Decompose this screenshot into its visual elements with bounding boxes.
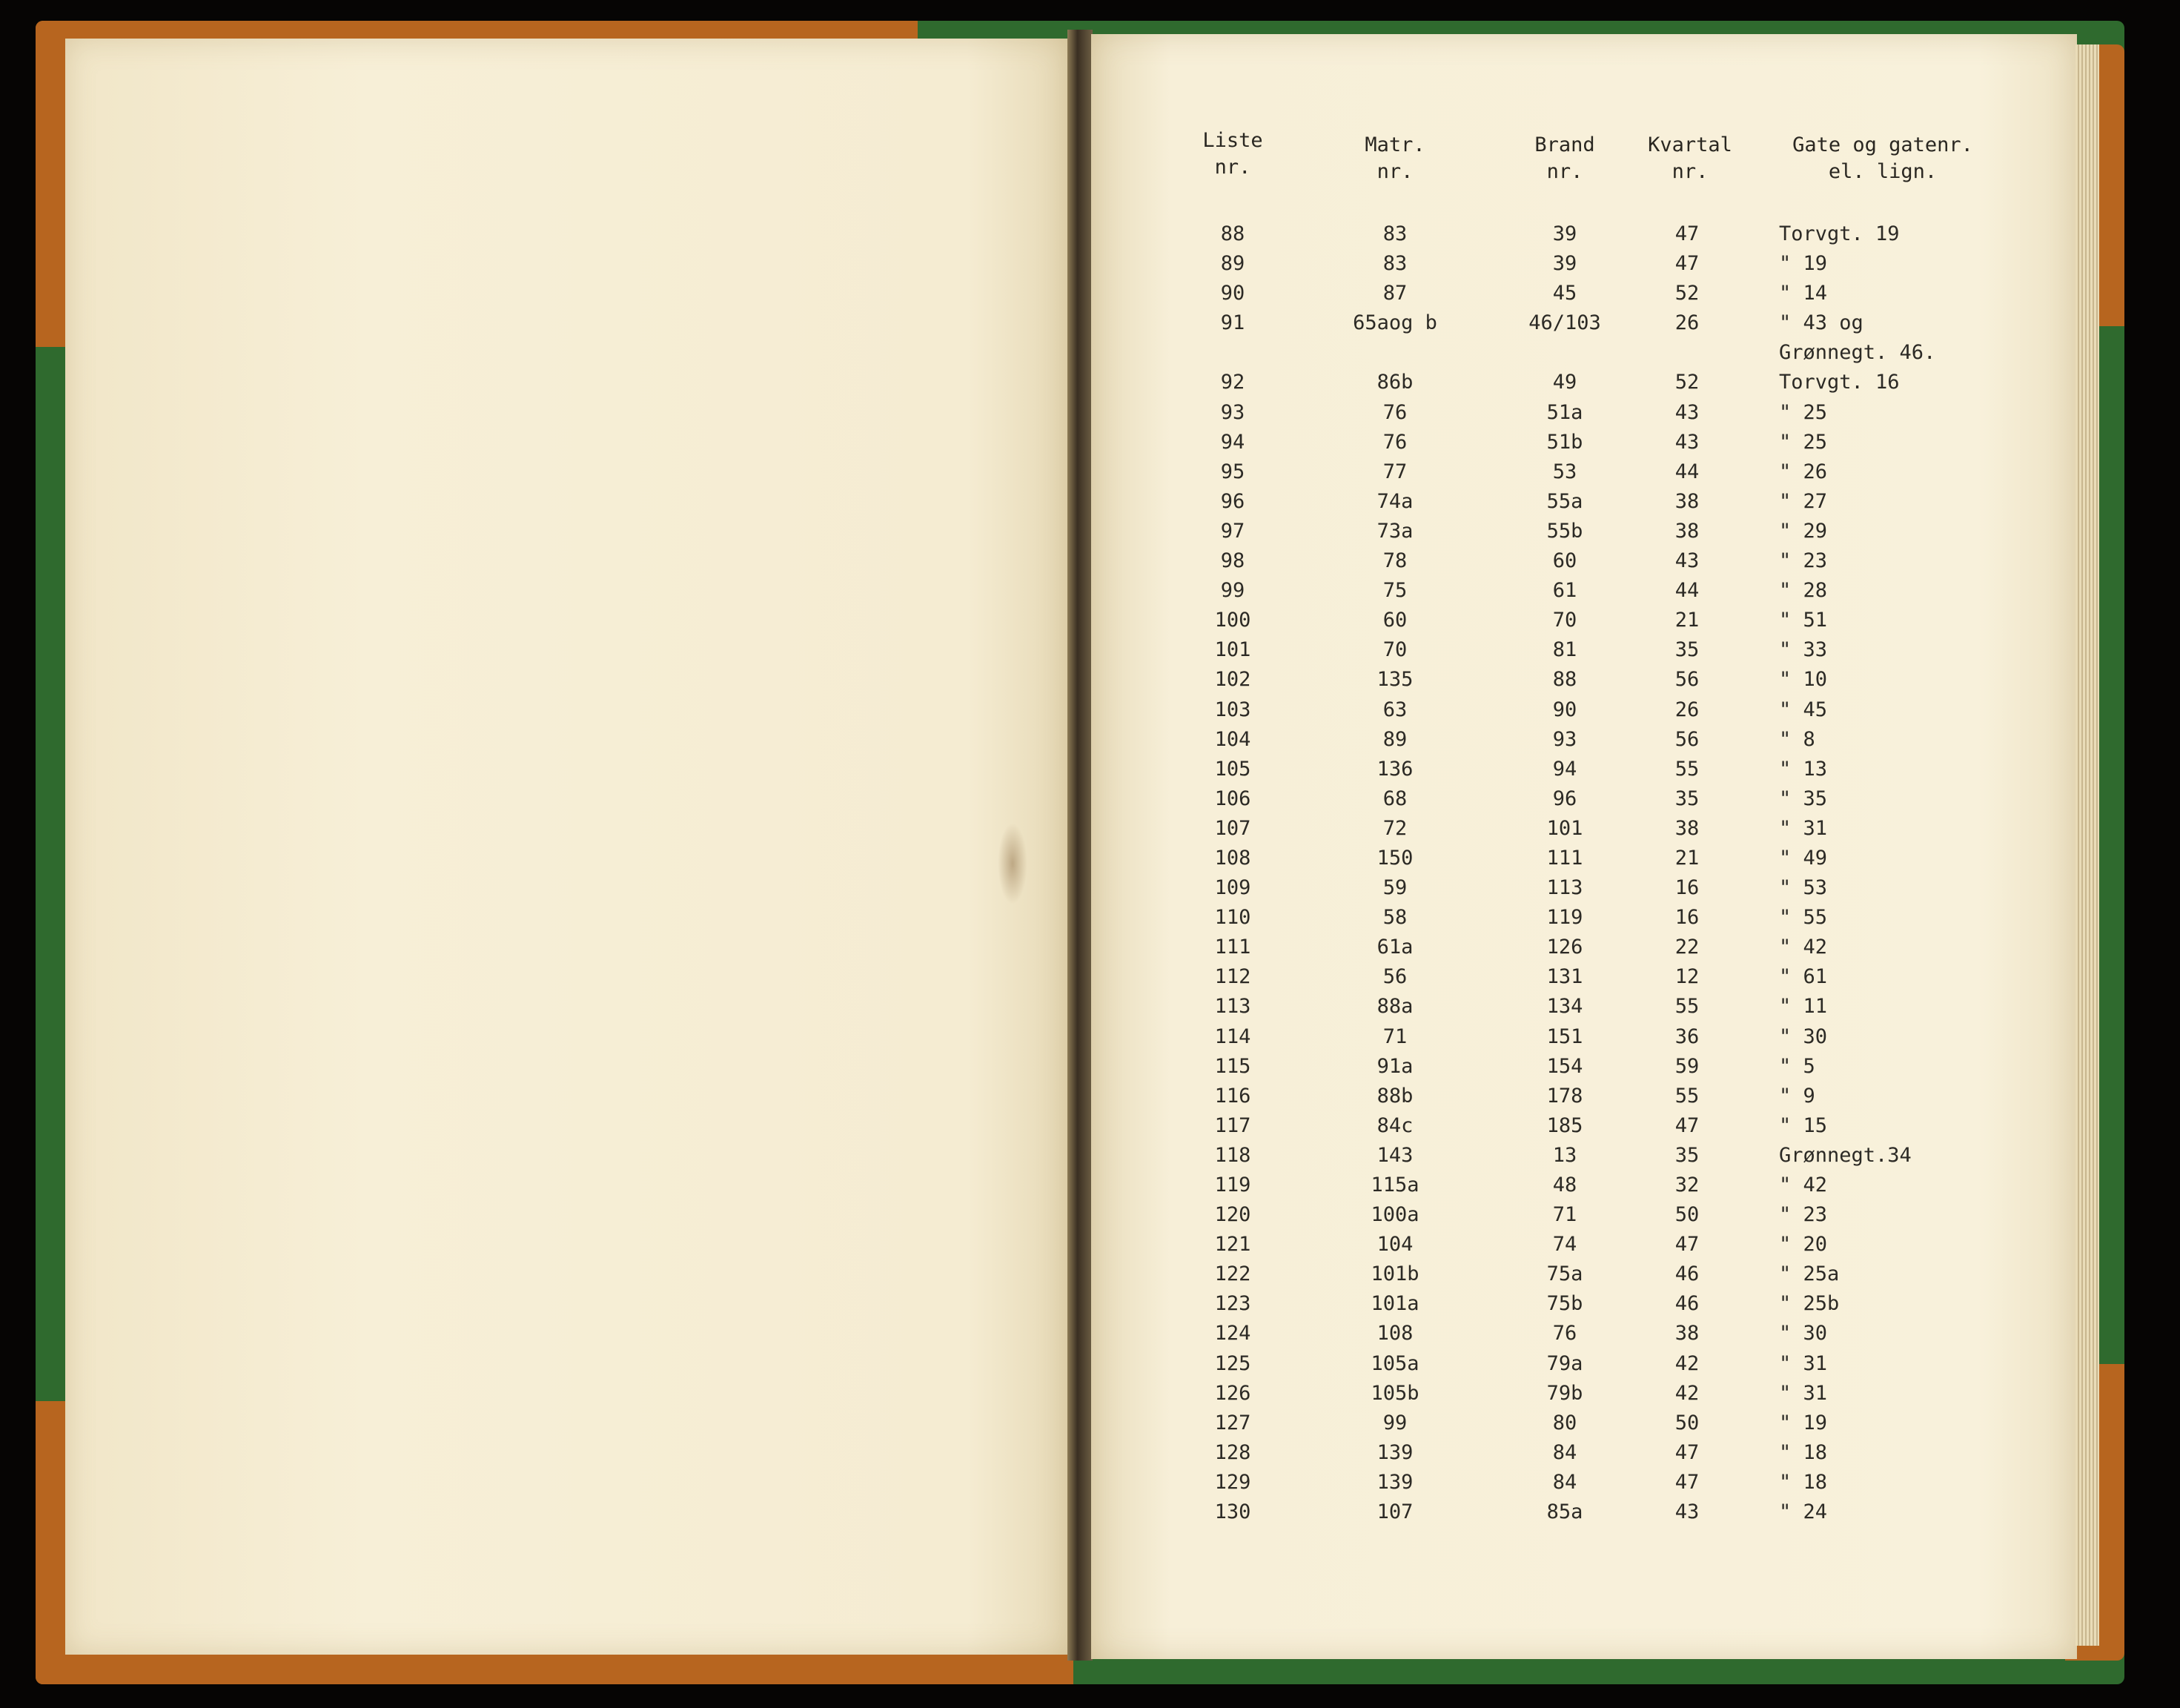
cell-kvartal: 46 bbox=[1674, 1262, 1700, 1286]
cell-kvartal: 52 bbox=[1674, 282, 1700, 305]
header-gate-line2: el. lign. bbox=[1828, 160, 1938, 183]
cell-gate: " 13 bbox=[1779, 757, 1828, 781]
cell-kvartal: 43 bbox=[1674, 1500, 1700, 1524]
cell-matr: 104 bbox=[1376, 1233, 1414, 1257]
cell-kvartal: 21 bbox=[1674, 609, 1700, 632]
table-row bbox=[0, 847, 2180, 876]
cell-brand: 13 bbox=[1552, 1143, 1577, 1167]
cell-matr: 74a bbox=[1376, 489, 1414, 513]
cell-gate: " 19 bbox=[1779, 252, 1828, 276]
cell-brand: 71 bbox=[1552, 1203, 1577, 1227]
table-row bbox=[0, 1055, 2180, 1085]
cell-liste: 120 bbox=[1214, 1203, 1251, 1227]
cell-gate: " 45 bbox=[1779, 698, 1828, 721]
cell-liste: 117 bbox=[1214, 1113, 1251, 1137]
table-row bbox=[0, 1382, 2180, 1411]
cell-liste: 126 bbox=[1214, 1381, 1251, 1405]
table-row bbox=[0, 965, 2180, 995]
header-kvartal-line1: Kvartal bbox=[1648, 133, 1732, 156]
cell-kvartal: 50 bbox=[1674, 1411, 1700, 1434]
cell-brand: 111 bbox=[1546, 846, 1583, 870]
table-row bbox=[0, 490, 2180, 520]
cell-matr: 73a bbox=[1376, 519, 1414, 543]
cell-liste: 110 bbox=[1214, 906, 1251, 930]
table-row bbox=[0, 1471, 2180, 1500]
cell-matr: 136 bbox=[1376, 757, 1414, 781]
cell-brand: 49 bbox=[1552, 371, 1577, 394]
cell-matr: 105a bbox=[1371, 1351, 1419, 1375]
cell-brand: 84 bbox=[1552, 1470, 1577, 1494]
cell-brand: 113 bbox=[1546, 876, 1583, 900]
table-row bbox=[0, 817, 2180, 847]
cell-brand: 81 bbox=[1552, 638, 1577, 662]
table-row bbox=[0, 668, 2180, 698]
cell-kvartal: 47 bbox=[1674, 222, 1700, 245]
cell-matr: 83 bbox=[1382, 222, 1408, 245]
cell-matr: 99 bbox=[1382, 1411, 1408, 1434]
cell-brand: 101 bbox=[1546, 816, 1583, 840]
cell-liste: 94 bbox=[1220, 430, 1245, 454]
table-row bbox=[0, 1352, 2180, 1382]
cell-gate: " 31 bbox=[1779, 1351, 1828, 1375]
cell-matr: 150 bbox=[1376, 846, 1414, 870]
cell-gate: Torvgt. 16 bbox=[1779, 371, 1900, 394]
cell-kvartal: 16 bbox=[1674, 876, 1700, 900]
cell-brand: 45 bbox=[1552, 282, 1577, 305]
cell-matr: 76 bbox=[1382, 430, 1408, 454]
cell-brand: 134 bbox=[1546, 995, 1583, 1019]
cell-gate: " 42 bbox=[1779, 1174, 1828, 1196]
cell-matr: 71 bbox=[1382, 1025, 1408, 1048]
cell-matr: 101a bbox=[1371, 1292, 1419, 1316]
cell-liste: 91 bbox=[1220, 311, 1245, 335]
cell-gate: " 25 bbox=[1779, 400, 1828, 424]
table-row bbox=[0, 431, 2180, 460]
cell-matr: 88b bbox=[1376, 1084, 1414, 1108]
cell-gate: " 11 bbox=[1779, 995, 1828, 1019]
table-row bbox=[0, 282, 2180, 311]
cell-gate: Grønnegt. 46. bbox=[1779, 341, 1936, 365]
cell-liste: 129 bbox=[1214, 1470, 1251, 1494]
cell-gate: " 8 bbox=[1779, 727, 1815, 751]
cell-gate: " 20 bbox=[1779, 1233, 1828, 1257]
cell-gate: " 10 bbox=[1779, 668, 1828, 692]
cell-liste: 103 bbox=[1214, 698, 1251, 721]
table-row bbox=[0, 1114, 2180, 1144]
cell-gate: " 31 bbox=[1779, 1381, 1828, 1405]
cell-kvartal: 56 bbox=[1674, 668, 1700, 692]
header-brand-line2: nr. bbox=[1546, 160, 1583, 183]
cell-liste: 89 bbox=[1220, 252, 1245, 276]
table-row bbox=[0, 995, 2180, 1025]
cell-matr: 68 bbox=[1382, 787, 1408, 810]
cell-kvartal: 35 bbox=[1674, 638, 1700, 662]
table-row bbox=[0, 787, 2180, 817]
cell-kvartal: 43 bbox=[1674, 400, 1700, 424]
cell-liste: 124 bbox=[1214, 1322, 1251, 1345]
table-row bbox=[0, 1085, 2180, 1114]
table-row bbox=[0, 341, 2180, 371]
cell-kvartal: 55 bbox=[1674, 757, 1700, 781]
header-matr-line1: Matr. bbox=[1365, 133, 1425, 156]
cell-liste: 107 bbox=[1214, 816, 1251, 840]
table-row bbox=[0, 222, 2180, 252]
cell-kvartal: 38 bbox=[1674, 816, 1700, 840]
cell-liste: 92 bbox=[1220, 371, 1245, 394]
cell-liste: 108 bbox=[1214, 846, 1251, 870]
cell-liste: 90 bbox=[1220, 282, 1245, 305]
cell-matr: 56 bbox=[1382, 965, 1408, 989]
cell-kvartal: 38 bbox=[1674, 489, 1700, 513]
cell-brand: 154 bbox=[1546, 1054, 1583, 1078]
cell-brand: 93 bbox=[1552, 727, 1577, 751]
cell-brand: 85a bbox=[1546, 1500, 1583, 1524]
cell-kvartal: 47 bbox=[1674, 1440, 1700, 1464]
table-row bbox=[0, 936, 2180, 965]
cell-gate: Torvgt. 19 bbox=[1779, 222, 1900, 245]
cell-liste: 97 bbox=[1220, 519, 1245, 543]
header-brand bbox=[1509, 132, 1620, 185]
table-row bbox=[0, 1203, 2180, 1233]
cell-gate: Grønnegt.34 bbox=[1779, 1143, 1912, 1167]
table-row bbox=[0, 579, 2180, 609]
cell-gate: " 14 bbox=[1779, 282, 1828, 305]
register-table bbox=[0, 222, 2180, 1530]
cell-brand: 61 bbox=[1552, 579, 1577, 603]
header-matr bbox=[1351, 132, 1439, 185]
cell-matr: 83 bbox=[1382, 252, 1408, 276]
cell-gate: " 25 bbox=[1779, 430, 1828, 454]
cell-brand: 46/103 bbox=[1528, 311, 1601, 335]
cell-kvartal: 35 bbox=[1674, 1143, 1700, 1167]
cell-liste: 125 bbox=[1214, 1351, 1251, 1375]
cell-kvartal: 47 bbox=[1674, 252, 1700, 276]
cell-gate: " 43 og bbox=[1779, 311, 1863, 335]
cell-gate: " 9 bbox=[1779, 1084, 1815, 1108]
cell-kvartal: 43 bbox=[1674, 549, 1700, 573]
cell-kvartal: 26 bbox=[1674, 311, 1700, 335]
cell-liste: 123 bbox=[1214, 1292, 1251, 1316]
table-row bbox=[0, 1025, 2180, 1055]
cell-liste: 96 bbox=[1220, 489, 1245, 513]
cell-kvartal: 47 bbox=[1674, 1233, 1700, 1257]
cell-brand: 88 bbox=[1552, 668, 1577, 692]
cell-gate: " 23 bbox=[1779, 1203, 1828, 1227]
cell-gate: " 5 bbox=[1779, 1054, 1815, 1078]
table-row bbox=[0, 609, 2180, 638]
cell-brand: 131 bbox=[1546, 965, 1583, 989]
cell-matr: 60 bbox=[1382, 609, 1408, 632]
header-kvartal-line2: nr. bbox=[1672, 160, 1709, 183]
cell-liste: 121 bbox=[1214, 1233, 1251, 1257]
cell-brand: 94 bbox=[1552, 757, 1577, 781]
cell-kvartal: 56 bbox=[1674, 727, 1700, 751]
cell-matr: 108 bbox=[1376, 1322, 1414, 1345]
cell-gate: " 49 bbox=[1779, 846, 1828, 870]
table-row bbox=[0, 311, 2180, 341]
cell-matr: 88a bbox=[1376, 995, 1414, 1019]
cell-kvartal: 44 bbox=[1674, 579, 1700, 603]
cell-matr: 139 bbox=[1376, 1440, 1414, 1464]
cell-kvartal: 22 bbox=[1674, 936, 1700, 959]
cell-gate: " 18 bbox=[1779, 1470, 1828, 1494]
cell-liste: 119 bbox=[1214, 1174, 1251, 1196]
cell-liste: 104 bbox=[1214, 727, 1251, 751]
cell-kvartal: 50 bbox=[1674, 1203, 1700, 1227]
table-row bbox=[0, 1262, 2180, 1292]
cell-gate: " 30 bbox=[1779, 1322, 1828, 1345]
cell-gate: " 15 bbox=[1779, 1113, 1828, 1137]
cell-liste: 115 bbox=[1214, 1054, 1251, 1078]
cell-liste: 114 bbox=[1214, 1025, 1251, 1048]
cell-brand: 84 bbox=[1552, 1440, 1577, 1464]
cell-brand: 126 bbox=[1546, 936, 1583, 959]
cell-matr: 101b bbox=[1371, 1262, 1419, 1286]
cell-matr: 70 bbox=[1382, 638, 1408, 662]
cell-matr: 135 bbox=[1376, 668, 1414, 692]
cell-liste: 93 bbox=[1220, 400, 1245, 424]
table-row bbox=[0, 1292, 2180, 1322]
cell-brand: 119 bbox=[1546, 906, 1583, 930]
cell-liste: 101 bbox=[1214, 638, 1251, 662]
cell-liste: 122 bbox=[1214, 1262, 1251, 1286]
cell-matr: 89 bbox=[1382, 727, 1408, 751]
cell-matr: 65aog b bbox=[1353, 311, 1437, 335]
cell-kvartal: 38 bbox=[1674, 1322, 1700, 1345]
cell-brand: 185 bbox=[1546, 1113, 1583, 1137]
cell-liste: 113 bbox=[1214, 995, 1251, 1019]
cell-gate: " 25a bbox=[1779, 1262, 1840, 1286]
cell-gate: " 35 bbox=[1779, 787, 1828, 810]
cell-liste: 102 bbox=[1214, 668, 1251, 692]
table-row bbox=[0, 906, 2180, 936]
table-row bbox=[0, 252, 2180, 282]
cell-brand: 74 bbox=[1552, 1233, 1577, 1257]
cell-matr: 100a bbox=[1371, 1203, 1419, 1227]
cell-kvartal: 47 bbox=[1674, 1113, 1700, 1137]
cell-liste: 130 bbox=[1214, 1500, 1251, 1524]
cell-brand: 96 bbox=[1552, 787, 1577, 810]
cell-brand: 79a bbox=[1546, 1351, 1583, 1375]
cell-brand: 55a bbox=[1546, 489, 1583, 513]
cell-kvartal: 47 bbox=[1674, 1470, 1700, 1494]
cell-kvartal: 46 bbox=[1674, 1292, 1700, 1316]
cell-gate: " 23 bbox=[1779, 549, 1828, 573]
cell-matr: 77 bbox=[1382, 460, 1408, 483]
table-row bbox=[0, 1233, 2180, 1262]
cell-liste: 98 bbox=[1220, 549, 1245, 573]
table-row bbox=[0, 520, 2180, 549]
cell-matr: 115a bbox=[1371, 1174, 1419, 1196]
cell-brand: 39 bbox=[1552, 222, 1577, 245]
header-matr-line2: nr. bbox=[1376, 160, 1414, 183]
cell-liste: 112 bbox=[1214, 965, 1251, 989]
cell-matr: 84c bbox=[1376, 1113, 1414, 1137]
header-kvartal bbox=[1638, 132, 1742, 185]
table-row bbox=[0, 1411, 2180, 1441]
cell-kvartal: 42 bbox=[1674, 1351, 1700, 1375]
cell-gate: " 24 bbox=[1779, 1500, 1828, 1524]
table-row bbox=[0, 1500, 2180, 1530]
table-row bbox=[0, 1144, 2180, 1174]
cell-gate: " 31 bbox=[1779, 816, 1828, 840]
cell-kvartal: 42 bbox=[1674, 1381, 1700, 1405]
table-row bbox=[0, 460, 2180, 490]
cell-gate: " 26 bbox=[1779, 460, 1828, 483]
cell-kvartal: 12 bbox=[1674, 965, 1700, 989]
cell-kvartal: 36 bbox=[1674, 1025, 1700, 1048]
cell-brand: 76 bbox=[1552, 1322, 1577, 1345]
table-row bbox=[0, 638, 2180, 668]
table-row bbox=[0, 1322, 2180, 1351]
cell-gate: " 29 bbox=[1779, 519, 1828, 543]
cell-gate: " 28 bbox=[1779, 579, 1828, 603]
cell-liste: 116 bbox=[1214, 1084, 1251, 1108]
cell-matr: 107 bbox=[1376, 1500, 1414, 1524]
leather-spine-bottom bbox=[36, 1653, 1073, 1684]
cell-gate: " 42 bbox=[1779, 936, 1828, 959]
cell-kvartal: 55 bbox=[1674, 995, 1700, 1019]
cell-matr: 78 bbox=[1382, 549, 1408, 573]
cell-matr: 63 bbox=[1382, 698, 1408, 721]
cell-gate: " 61 bbox=[1779, 965, 1828, 989]
cell-brand: 178 bbox=[1546, 1084, 1583, 1108]
cell-liste: 109 bbox=[1214, 876, 1251, 900]
cell-matr: 86b bbox=[1376, 371, 1414, 394]
header-liste bbox=[1192, 128, 1273, 181]
cell-kvartal: 59 bbox=[1674, 1054, 1700, 1078]
cell-liste: 118 bbox=[1214, 1143, 1251, 1167]
cell-gate: " 30 bbox=[1779, 1025, 1828, 1048]
cell-matr: 58 bbox=[1382, 906, 1408, 930]
table-row bbox=[0, 698, 2180, 728]
cell-liste: 127 bbox=[1214, 1411, 1251, 1434]
cell-brand: 60 bbox=[1552, 549, 1577, 573]
table-row bbox=[0, 549, 2180, 579]
header-liste-line2: nr. bbox=[1214, 156, 1251, 179]
cell-kvartal: 44 bbox=[1674, 460, 1700, 483]
table-row bbox=[0, 876, 2180, 906]
cell-kvartal: 26 bbox=[1674, 698, 1700, 721]
cell-gate: " 18 bbox=[1779, 1440, 1828, 1464]
cell-matr: 139 bbox=[1376, 1470, 1414, 1494]
cell-brand: 51a bbox=[1546, 400, 1583, 424]
cell-matr: 76 bbox=[1382, 400, 1408, 424]
cell-gate: " 51 bbox=[1779, 609, 1828, 632]
cell-brand: 53 bbox=[1552, 460, 1577, 483]
cell-brand: 151 bbox=[1546, 1025, 1583, 1048]
table-row bbox=[0, 401, 2180, 431]
cell-liste: 128 bbox=[1214, 1440, 1251, 1464]
cell-gate: " 53 bbox=[1779, 876, 1828, 900]
cell-kvartal: 32 bbox=[1674, 1174, 1700, 1196]
cell-brand: 70 bbox=[1552, 609, 1577, 632]
cell-gate: " 27 bbox=[1779, 489, 1828, 513]
cell-matr: 87 bbox=[1382, 282, 1408, 305]
cell-liste: 95 bbox=[1220, 460, 1245, 483]
cell-kvartal: 43 bbox=[1674, 430, 1700, 454]
header-brand-line1: Brand bbox=[1534, 133, 1595, 156]
header-gate-line1: Gate og gatenr. bbox=[1792, 133, 1973, 156]
cell-brand: 39 bbox=[1552, 252, 1577, 276]
cell-matr: 105b bbox=[1371, 1381, 1419, 1405]
cell-brand: 75a bbox=[1546, 1262, 1583, 1286]
cell-gate: " 25b bbox=[1779, 1292, 1840, 1316]
cell-liste: 105 bbox=[1214, 757, 1251, 781]
cell-kvartal: 38 bbox=[1674, 519, 1700, 543]
cell-brand: 80 bbox=[1552, 1411, 1577, 1434]
table-row bbox=[0, 371, 2180, 400]
header-liste-line1: Liste bbox=[1202, 129, 1263, 152]
cell-kvartal: 52 bbox=[1674, 371, 1700, 394]
cell-liste: 111 bbox=[1214, 936, 1251, 959]
cell-kvartal: 35 bbox=[1674, 787, 1700, 810]
cell-matr: 75 bbox=[1382, 579, 1408, 603]
cell-gate: " 33 bbox=[1779, 638, 1828, 662]
cell-matr: 61a bbox=[1376, 936, 1414, 959]
cell-gate: " 55 bbox=[1779, 906, 1828, 930]
cell-brand: 75b bbox=[1546, 1292, 1583, 1316]
cell-brand: 79b bbox=[1546, 1381, 1583, 1405]
cell-brand: 48 bbox=[1552, 1174, 1577, 1196]
cell-kvartal: 21 bbox=[1674, 846, 1700, 870]
cell-matr: 59 bbox=[1382, 876, 1408, 900]
table-row bbox=[0, 758, 2180, 787]
cell-liste: 100 bbox=[1214, 609, 1251, 632]
cell-brand: 51b bbox=[1546, 430, 1583, 454]
table-row bbox=[0, 1174, 2180, 1203]
table-row bbox=[0, 728, 2180, 758]
cell-kvartal: 16 bbox=[1674, 906, 1700, 930]
table-row bbox=[0, 1441, 2180, 1471]
cell-liste: 106 bbox=[1214, 787, 1251, 810]
cell-liste: 88 bbox=[1220, 222, 1245, 245]
cell-matr: 91a bbox=[1376, 1054, 1414, 1078]
cell-brand: 55b bbox=[1546, 519, 1583, 543]
cell-liste: 99 bbox=[1220, 579, 1245, 603]
header-gate bbox=[1775, 132, 1990, 185]
cell-matr: 72 bbox=[1382, 816, 1408, 840]
cell-brand: 90 bbox=[1552, 698, 1577, 721]
cell-matr: 143 bbox=[1376, 1143, 1414, 1167]
cell-gate: " 19 bbox=[1779, 1411, 1828, 1434]
cell-kvartal: 55 bbox=[1674, 1084, 1700, 1108]
